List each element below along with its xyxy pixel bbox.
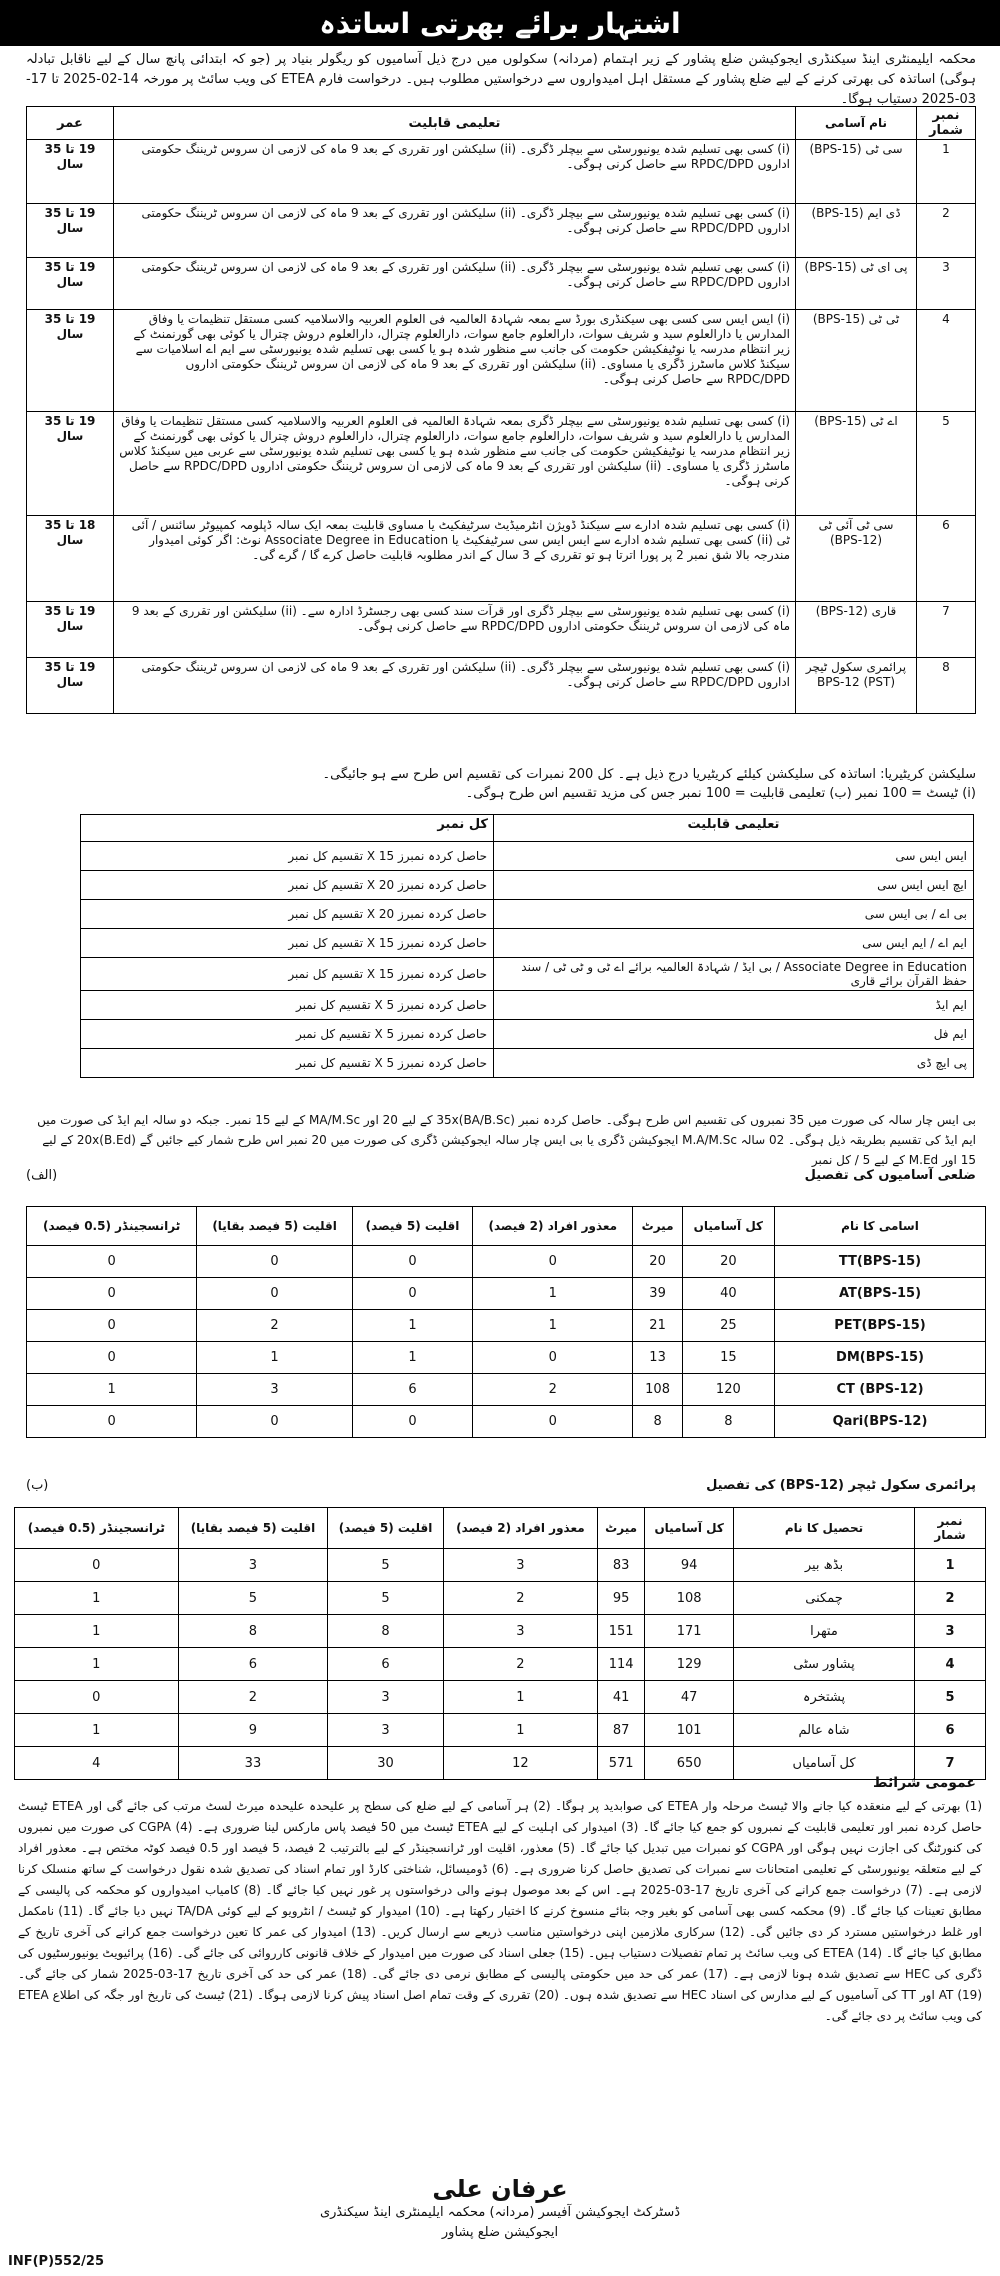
cell-value: 650: [645, 1747, 734, 1780]
col-disabled: معذور افراد (2 فیصد): [443, 1508, 597, 1549]
col-minority: اقلیت (5 فیصد): [328, 1508, 444, 1549]
cell-sn: 5: [917, 412, 976, 516]
cell-value: 39: [633, 1278, 682, 1310]
cell-qualification: ایچ ایس ایس سی: [494, 871, 974, 900]
table-row: [27, 1342, 986, 1374]
cell-value: 87: [597, 1714, 644, 1747]
table-row: [15, 1549, 986, 1582]
cell-value: 13: [633, 1342, 682, 1374]
cell-post: ڈی ایم (BPS-15): [796, 204, 917, 258]
posts-table: [26, 106, 976, 714]
table-row: [81, 1049, 974, 1078]
table-row: [81, 929, 974, 958]
table-row: [81, 958, 974, 991]
cell-value: 2: [443, 1648, 597, 1681]
cell-age: 19 تا 35 سال: [27, 658, 114, 714]
cell-value: 6: [352, 1374, 472, 1406]
cell-value: 2: [197, 1310, 353, 1342]
cell-value: 114: [597, 1648, 644, 1681]
cell-qualification: پی ایچ ڈی: [494, 1049, 974, 1078]
cell-value: 101: [645, 1714, 734, 1747]
table-row: [81, 991, 974, 1020]
section-b-title: پرائمری سکول ٹیچر (BPS-12) کی تفصیل: [706, 1478, 976, 1493]
cell-value: 2: [178, 1681, 328, 1714]
cell-qualification: (i) کسی بھی تسلیم شدہ یونیورسٹی سے بیچلر ڈگری۔ (ii) سلیکشن اور تقرری کے بعد 9 ماہ کی لازمی ان سروس ٹریننگ حکومتی اداروں RPDC/DPD سے حاصل کرنی ہوگی۔: [114, 140, 796, 204]
signatory-designation: ڈسٹرکٹ ایجوکیشن آفیسر (مردانہ) محکمہ ایلیمنٹری اینڈ سیکنڈری ایجوکیشن ضلع پشاور: [319, 2205, 681, 2240]
cell-value: 8: [633, 1406, 682, 1438]
table-row: [15, 1648, 986, 1681]
reference-number: INF(P)552/25: [8, 2254, 104, 2269]
cell-value: 571: [597, 1747, 644, 1780]
cell-age: 19 تا 35 سال: [27, 258, 114, 310]
cell-post-name: TT(BPS-15): [775, 1246, 986, 1278]
cell-value: 3: [443, 1549, 597, 1582]
cell-value: 1: [27, 1374, 197, 1406]
cell-value: 5: [328, 1582, 444, 1615]
col-total-posts: کل آسامیاں: [645, 1508, 734, 1549]
cell-value: 0: [27, 1342, 197, 1374]
cell-value: 1: [352, 1310, 472, 1342]
cell-value: 1: [15, 1714, 179, 1747]
cell-value: 3: [197, 1374, 353, 1406]
cell-value: 1: [473, 1310, 633, 1342]
col-merit: میرٹ: [597, 1508, 644, 1549]
cell-value: 5: [178, 1582, 328, 1615]
cell-value: 0: [197, 1406, 353, 1438]
pst-tehsil-table: [14, 1507, 986, 1780]
cell-value: 6: [328, 1648, 444, 1681]
cell-value: 108: [633, 1374, 682, 1406]
section-a-heading: [26, 1168, 976, 1183]
cell-value: 108: [645, 1582, 734, 1615]
cell-qualification: Associate Degree in Education / بی ایڈ / شہادۃ العالمیہ برائے اے ٹی و ٹی ٹی / سند حفظ القرآن برائے قاری: [494, 958, 974, 991]
cell-value: 0: [27, 1406, 197, 1438]
cell-value: 0: [197, 1278, 353, 1310]
cell-tehsil: متھرا: [734, 1615, 915, 1648]
table-row: [27, 140, 976, 204]
cell-qualification: ایم فل: [494, 1020, 974, 1049]
cell-sn: 7: [917, 602, 976, 658]
cell-tehsil: بڈھ بیر: [734, 1549, 915, 1582]
col-sn: نمبر شمار: [915, 1508, 986, 1549]
cell-value: 1: [443, 1681, 597, 1714]
cell-value: 0: [15, 1549, 179, 1582]
cell-qualification: (i) کسی بھی تسلیم شدہ یونیورسٹی سے بیچلر ڈگری بمعہ شہادۃ العالمیہ فی العلوم العربیہ والاسلامیہ کسی مستقل تنظیمات یا وفاق المدارس یا دارالعلوم سید و شریف سوات، دارالعلوم جامع سوات، دارالعلوم چترال، دارالعلوم دروش چترال یا کوئی بھی گورنمنٹ کے زیر انتظام مدرسہ یا نوٹیفکیشن حکومت کی جانب سے منظور شدہ ہو یا کسی بھی تسلیم شدہ یونیورسٹی سے عربی میں سیکنڈ کلاس ماسٹرز ڈگری یا مساوی۔ (ii) سلیکشن اور تقرری کے بعد 9 ماہ کی لازمی ان سروس ٹریننگ حکومتی اداروں RPDC/DPD سے حاصل کرنی ہوگی۔: [114, 412, 796, 516]
table-row: [81, 1020, 974, 1049]
table-row: [15, 1714, 986, 1747]
col-qualification: تعلیمی قابلیت: [494, 815, 974, 842]
table-row: [27, 258, 976, 310]
cell-tehsil: شاہ عالم: [734, 1714, 915, 1747]
cell-qualification: بی اے / بی ایس سی: [494, 900, 974, 929]
col-minority-remaining: اقلیت (5 فیصد بقایا): [197, 1207, 353, 1246]
cell-value: 3: [328, 1681, 444, 1714]
selection-criteria: [26, 765, 976, 803]
cell-qualification: ایم اے / ایم ایس سی: [494, 929, 974, 958]
signatory-name: عرفان علی: [432, 2175, 568, 2203]
cell-age: 19 تا 35 سال: [27, 310, 114, 412]
cell-sn: 6: [915, 1714, 986, 1747]
criteria-line: سلیکشن کریٹیریا: اساتذہ کی سلیکشن کیلئے کریٹیریا درج ذیل ہے۔ کل 200 نمبرات کی تقسیم اس طرح سے ہو جائیگی۔: [322, 767, 976, 782]
cell-value: 12: [443, 1747, 597, 1780]
cell-value: 8: [178, 1615, 328, 1648]
cell-value: 2: [473, 1374, 633, 1406]
cell-qualification: ایم ایڈ: [494, 991, 974, 1020]
cell-value: 0: [473, 1342, 633, 1374]
signature-block: [300, 2175, 700, 2243]
cell-value: 1: [443, 1714, 597, 1747]
col-transgender: ٹرانسجینڈر (0.5 فیصد): [15, 1508, 179, 1549]
cell-value: 1: [15, 1648, 179, 1681]
cell-sn: 3: [915, 1615, 986, 1648]
cell-value: 95: [597, 1582, 644, 1615]
cell-value: 5: [328, 1549, 444, 1582]
cell-marks: حاصل کردہ نمبرز X 20 تقسیم کل نمبر: [81, 871, 494, 900]
table-row: [27, 602, 976, 658]
cell-sn: 1: [915, 1549, 986, 1582]
cell-value: 4: [15, 1747, 179, 1780]
cell-value: 0: [197, 1246, 353, 1278]
cell-sn: 2: [915, 1582, 986, 1615]
table-row: [27, 1278, 986, 1310]
cell-value: 1: [15, 1582, 179, 1615]
cell-value: 0: [15, 1681, 179, 1714]
cell-qualification: ایس ایس سی: [494, 842, 974, 871]
cell-qualification: (i) کسی بھی تسلیم شدہ یونیورسٹی سے بیچلر ڈگری۔ (ii) سلیکشن اور تقرری کے بعد 9 ماہ کی لازمی ان سروس ٹریننگ حکومتی اداروں RPDC/DPD سے حاصل کرنی ہوگی۔: [114, 204, 796, 258]
district-posts-table: [26, 1206, 986, 1438]
cell-post-name: Qari(BPS-12): [775, 1406, 986, 1438]
marks-note: بی ایس چار سالہ کی صورت میں 35 نمبروں کی تقسیم اس طرح ہوگی۔ حاصل کردہ نمبر 35x(BA/B.Sc) کے لیے 20 اور MA/M.Sc کے لیے 15 نمبر۔ جبکہ دو سالہ ایم ایڈ کی صورت میں ایم ایڈ کی تقسیم بطریقہ ذیل ہوگی۔ 02 سالہ M.A/M.Sc ایجوکیشن ڈگری یا بی ایس چار سالہ ایجوکیشن ڈگری کی صورت میں 20 نمبر اس طرح شمار کیے جائیں گے 20x(B.Ed) کے لیے 15 اور M.Ed کے لیے 5 / کل نمبر: [37, 1113, 976, 1167]
section-b-heading: [26, 1478, 976, 1493]
cell-value: 33: [178, 1747, 328, 1780]
cell-post: پی ای ٹی (BPS-15): [796, 258, 917, 310]
col-post: نام آسامی: [796, 107, 917, 140]
cell-age: 19 تا 35 سال: [27, 602, 114, 658]
cell-sn: 1: [917, 140, 976, 204]
cell-post-name: AT(BPS-15): [775, 1278, 986, 1310]
cell-value: 6: [178, 1648, 328, 1681]
cell-age: 19 تا 35 سال: [27, 204, 114, 258]
table-row: [27, 204, 976, 258]
cell-value: 120: [682, 1374, 774, 1406]
cell-value: 20: [633, 1246, 682, 1278]
cell-value: 40: [682, 1278, 774, 1310]
cell-value: 41: [597, 1681, 644, 1714]
cell-post: پرائمری سکول ٹیچر (PST) BPS-12: [796, 658, 917, 714]
table-row: [15, 1582, 986, 1615]
col-merit: میرٹ: [633, 1207, 682, 1246]
section-a-marker: (الف): [26, 1168, 58, 1183]
table-row: [15, 1615, 986, 1648]
cell-post: اے ٹی (BPS-15): [796, 412, 917, 516]
cell-sn: 8: [917, 658, 976, 714]
cell-tehsil: چمکنی: [734, 1582, 915, 1615]
section-b-marker: (ب): [26, 1478, 49, 1493]
cell-marks: حاصل کردہ نمبرز X 15 تقسیم کل نمبر: [81, 929, 494, 958]
cell-value: 8: [328, 1615, 444, 1648]
cell-value: 47: [645, 1681, 734, 1714]
col-sn: نمبر شمار: [917, 107, 976, 140]
col-disabled: معذور افراد (2 فیصد): [473, 1207, 633, 1246]
col-post-name: اسامی کا نام: [775, 1207, 986, 1246]
cell-age: 19 تا 35 سال: [27, 412, 114, 516]
cell-value: 0: [352, 1278, 472, 1310]
cell-value: 15: [682, 1342, 774, 1374]
cell-tehsil: کل آسامیاں: [734, 1747, 915, 1780]
cell-tehsil: پشاور سٹی: [734, 1648, 915, 1681]
table-row: [27, 310, 976, 412]
cell-value: 21: [633, 1310, 682, 1342]
cell-value: 1: [15, 1615, 179, 1648]
cell-marks: حاصل کردہ نمبرز X 15 تقسیم کل نمبر: [81, 842, 494, 871]
cell-age: 18 تا 35 سال: [27, 516, 114, 602]
cell-post: ٹی ٹی (BPS-15): [796, 310, 917, 412]
table-row: [27, 1310, 986, 1342]
cell-value: 25: [682, 1310, 774, 1342]
cell-post: سی ٹی (BPS-15): [796, 140, 917, 204]
table-row: [15, 1681, 986, 1714]
cell-value: 8: [682, 1406, 774, 1438]
table-row: [27, 412, 976, 516]
cell-sn: 3: [917, 258, 976, 310]
cell-sn: 5: [915, 1681, 986, 1714]
cell-marks: حاصل کردہ نمبرز X 5 تقسیم کل نمبر: [81, 991, 494, 1020]
table-row: [81, 871, 974, 900]
cell-value: 0: [473, 1406, 633, 1438]
table-row: [27, 516, 976, 602]
cell-value: 171: [645, 1615, 734, 1648]
section-a-title: ضلعی آسامیوں کی تفصیل: [804, 1168, 976, 1183]
cell-value: 83: [597, 1549, 644, 1582]
table-row: [81, 900, 974, 929]
cell-post: سی ٹی آئی ٹی (BPS-12): [796, 516, 917, 602]
cell-value: 9: [178, 1714, 328, 1747]
cell-value: 3: [328, 1714, 444, 1747]
cell-marks: حاصل کردہ نمبرز X 5 تقسیم کل نمبر: [81, 1020, 494, 1049]
table-row: [27, 1246, 986, 1278]
cell-sn: 4: [915, 1648, 986, 1681]
cell-qualification: (i) کسی بھی تسلیم شدہ یونیورسٹی سے بیچلر ڈگری۔ (ii) سلیکشن اور تقرری کے بعد 9 ماہ کی لازمی ان سروس ٹریننگ حکومتی اداروں RPDC/DPD سے حاصل کرنی ہوگی۔: [114, 658, 796, 714]
cell-value: 2: [443, 1582, 597, 1615]
cell-value: 94: [645, 1549, 734, 1582]
cell-qualification: (i) ایس ایس سی کسی بھی سیکنڈری بورڈ سے بمعہ شہادۃ العالمیہ فی العلوم العربیہ والاسلامیہ کسی مستقل تنظیمات یا وفاق المدارس یا دارالعلوم سید و شریف سوات، دارالعلوم جامع سوات، دارالعلوم چترال، دارالعلوم دروش چترال یا کوئی بھی گورنمنٹ کے زیر انتظام مدرسہ یا نوٹیفکیشن حکومت کی جانب سے منظور شدہ ہو یا کسی بھی تسلیم شدہ یونیورسٹی سے ایم اے اسلامیات سے سیکنڈ کلاس ماسٹرز ڈگری یا مساوی۔ (ii) سلیکشن اور تقرری کے بعد 9 ماہ کی لازمی ان سروس ٹریننگ حکومتی اداروں RPDC/DPD سے حاصل کرنی ہوگی۔: [114, 310, 796, 412]
col-qualification: تعلیمی قابلیت: [114, 107, 796, 140]
cell-qualification: (i) کسی بھی تسلیم شدہ ادارے سے سیکنڈ ڈویژن انٹرمیڈیٹ سرٹیفکیٹ یا مساوی قابلیت بمعہ ایک سالہ ڈپلومہ کمپیوٹر سائنس / آئی ٹی (ii) کسی بھی تسلیم شدہ ادارے سے ایس ایس سی سرٹیفکیٹ یا Associate Degree in Education نوٹ: اگر کوئی امیدوار مندرجہ بالا شق نمبر 2 پر پورا اترتا ہو تو تقرری کے 3 سال کے اندر مطلوبہ قابلیت حاصل کرے گا / گرے گی۔: [114, 516, 796, 602]
cell-value: 3: [443, 1615, 597, 1648]
cell-post-name: PET(BPS-15): [775, 1310, 986, 1342]
cell-value: 0: [352, 1246, 472, 1278]
cell-value: 3: [178, 1549, 328, 1582]
criteria-line: (i) ٹیسٹ = 100 نمبر (ب) تعلیمی قابلیت = 100 نمبر جس کی مزید تقسیم اس طرح ہوگی۔: [465, 786, 976, 801]
cell-value: 0: [352, 1406, 472, 1438]
cell-tehsil: پشتخرہ: [734, 1681, 915, 1714]
col-minority-remaining: اقلیت (5 فیصد بقایا): [178, 1508, 328, 1549]
cell-marks: حاصل کردہ نمبرز X 20 تقسیم کل نمبر: [81, 900, 494, 929]
cell-sn: 7: [915, 1747, 986, 1780]
col-total-posts: کل آسامیاں: [682, 1207, 774, 1246]
cell-value: 129: [645, 1648, 734, 1681]
cell-qualification: (i) کسی بھی تسلیم شدہ یونیورسٹی سے بیچلر ڈگری اور قرآت سند کسی بھی رجسٹرڈ ادارہ سے۔ (ii) سلیکشن اور تقرری کے بعد 9 ماہ کی لازمی ان سروس ٹریننگ حکومتی اداروں RPDC/DPD سے حاصل کرنی ہوگی۔: [114, 602, 796, 658]
cell-value: 0: [473, 1246, 633, 1278]
cell-marks: حاصل کردہ نمبرز X 5 تقسیم کل نمبر: [81, 1049, 494, 1078]
cell-value: 1: [197, 1342, 353, 1374]
marks-table: [80, 814, 974, 1078]
ad-title: اشتہار برائے بھرتی اساتذہ: [0, 0, 1000, 46]
cell-sn: 6: [917, 516, 976, 602]
cell-marks: حاصل کردہ نمبرز X 15 تقسیم کل نمبر: [81, 958, 494, 991]
cell-value: 20: [682, 1246, 774, 1278]
general-conditions-text: (1) بھرتی کے لیے منعقدہ کیا جانے والا ٹیسٹ مرحلہ وار ETEA کی صوابدید پر ہوگا۔ (2) ہر آسامی کے لیے ضلع کی سطح پر علیحدہ علیحدہ میرٹ لسٹ مرتب کی جائے گی اور ETEA ٹیسٹ حاصل کردہ نمبر اور تعلیمی قابلیت کے نمبروں کو جمع کیا جائے گا۔ (3) امیدوار کی اہلیت کے لیے ETEA ٹیسٹ میں 50 فیصد پاس مارکس لینا ضروری ہے۔ (4) CGPA کی صورت میں نمبروں کی کنورٹنگ کی اجازت نہیں ہوگی اور CGPA کو نمبرات میں تبدیل کیا جائے گا۔ (5) معذور، اقلیت اور ٹرانسجینڈر کے لیے بالترتیب 2 فیصد، 5 فیصد اور 0.5 فیصد کوٹہ مختص ہے۔ معذور افراد کے لیے متعلقہ یونیورسٹی کے تعلیمی امتحانات سے نمبرات کی تصدیق حاصل کرنا ضروری ہے۔ (6) ڈومیسائل، شناختی کارڈ اور تمام اسناد کی تصدیق شدہ نقول درخواست کے ساتھ منسلک کرنا لازمی ہے۔ (7) درخواست جمع کرانے کی آخری تاریخ 17-03-2025 ہے۔ اس کے بعد موصول ہونے والی درخواستوں پر غور نہیں کیا جائے گا۔ (8) کامیاب امیدواروں کو محکمہ کی پالیسی کے مطابق تعینات کیا جائے گا۔ (9) محکمہ کسی بھی آسامی کو بغیر وجہ بتائے منسوخ کرنے کا اختیار رکھتا ہے۔ (10) امیدوار کو ٹیسٹ / انٹرویو کے لیے کوئی TA/DA نہیں دیا جائے گا۔ (11) نامکمل اور غلط درخواستیں مسترد کر دی جائیں گی۔ (12) سرکاری ملازمین اپنی درخواستیں مناسب ذریعے سے ارسال کریں۔ (13) امیدوار کی عمر کا تعین درخواست جمع کرانے کی آخری تاریخ کے مطابق کیا جائے گا۔ (14) ETEA کی ویب سائٹ پر تمام تفصیلات دستیاب ہیں۔ (15) جعلی اسناد کی صورت میں امیدوار کے خلاف قانونی کارروائی کی جائے گی۔ (16) پرائیویٹ یونیورسٹیوں کی ڈگری کی HEC سے تصدیق شدہ ہونا لازمی ہے۔ (17) عمر کی حد میں حکومتی پالیسی کے مطابق نرمی دی جائے گی۔ (18) عمر کی حد کی آخری تاریخ 17-03-2025 شمار کی جائے گی۔ (19) AT اور TT کی آسامیوں کے لیے مدارس کی اسناد HEC سے تصدیق شدہ ہوں۔ (20) تقرری کے وقت تمام اصل اسناد پیش کرنا لازمی ہوگا۔ (21) ٹیسٹ کی تاریخ اور جگہ کی اطلاع ETEA کی ویب سائٹ پر دی جائے گی۔: [18, 1799, 983, 2023]
col-total-marks: کل نمبر: [81, 815, 494, 842]
cell-value: 1: [352, 1342, 472, 1374]
table-row: [81, 842, 974, 871]
cell-value: 0: [27, 1310, 197, 1342]
col-minority: اقلیت (5 فیصد): [352, 1207, 472, 1246]
cell-age: 19 تا 35 سال: [27, 140, 114, 204]
cell-value: 0: [27, 1246, 197, 1278]
col-transgender: ٹرانسجینڈر (0.5 فیصد): [27, 1207, 197, 1246]
cell-value: 0: [27, 1278, 197, 1310]
cell-post: قاری (BPS-12): [796, 602, 917, 658]
col-age: عمر: [27, 107, 114, 140]
table-row: [27, 1374, 986, 1406]
cell-sn: 4: [917, 310, 976, 412]
cell-post-name: DM(BPS-15): [775, 1342, 986, 1374]
cell-value: 151: [597, 1615, 644, 1648]
cell-value: 30: [328, 1747, 444, 1780]
table-row: [27, 1406, 986, 1438]
cell-qualification: (i) کسی بھی تسلیم شدہ یونیورسٹی سے بیچلر ڈگری۔ (ii) سلیکشن اور تقرری کے بعد 9 ماہ کی لازمی ان سروس ٹریننگ حکومتی اداروں RPDC/DPD سے حاصل کرنی ہوگی۔: [114, 258, 796, 310]
table-row: [27, 658, 976, 714]
cell-post-name: CT (BPS-12): [775, 1374, 986, 1406]
intro-paragraph: محکمہ ایلیمنٹری اینڈ سیکنڈری ایجوکیشن ضلع پشاور کے زیر اہتمام (مردانہ) سکولوں میں درج ذیل آسامیوں کو ریگولر بنیاد پر (جو کہ ابتدائی پانچ سال کے لیے ناقابل تبادلہ ہوگی) اساتذہ کی بھرتی کرنے کے لیے ضلع پشاور کے مستقل اہل امیدواروں سے درخواستیں مطلوب ہیں۔ درخواست فارم ETEA کی ویب سائٹ پر مورخہ 14-02-2025 تا 17-03-2025 دستیاب ہوگا۔: [26, 52, 976, 107]
col-tehsil: تحصیل کا نام: [734, 1508, 915, 1549]
cell-value: 1: [473, 1278, 633, 1310]
general-conditions-title: عمومی شرائط: [873, 1775, 976, 1791]
cell-sn: 2: [917, 204, 976, 258]
